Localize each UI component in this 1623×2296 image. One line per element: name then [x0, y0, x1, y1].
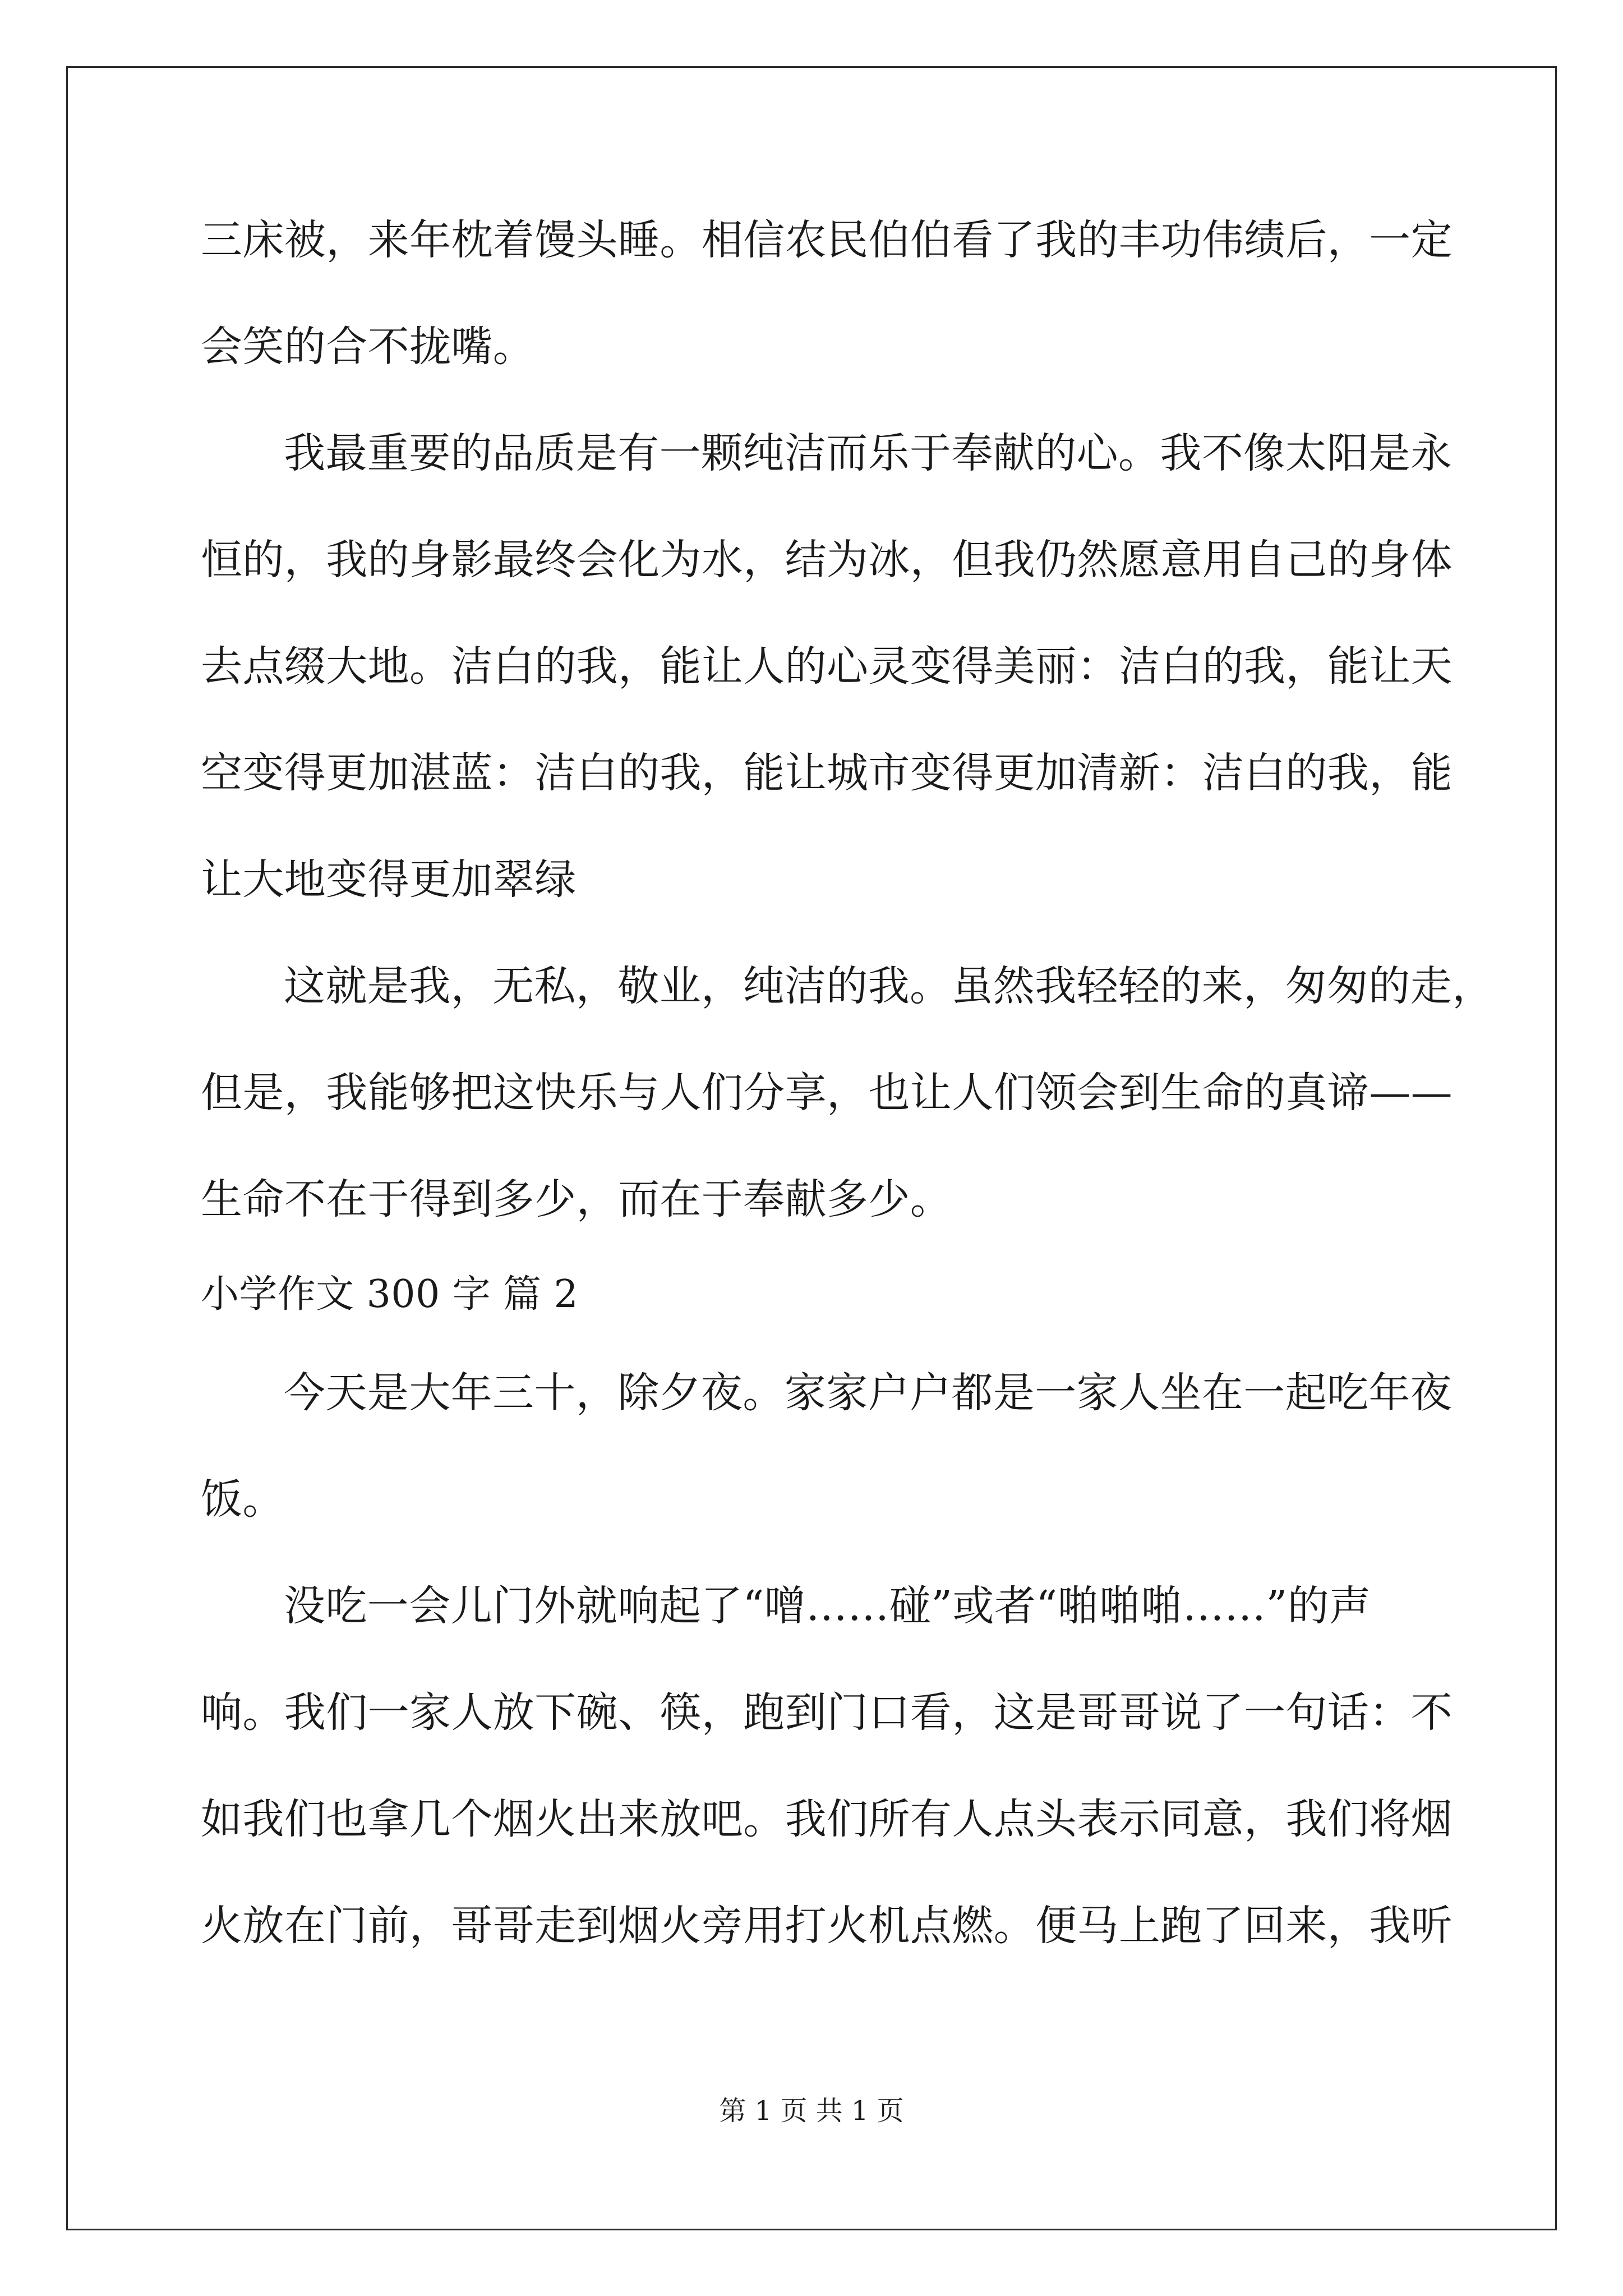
paragraph-5-line-4: 火放在门前，哥哥走到烟火旁用打火机点燃。便马上跑了回来，我听 [201, 1902, 1453, 1950]
paragraph-2-line-1: 我最重要的品质是有一颗纯洁而乐于奉献的心。我不像太阳是永 [284, 429, 1453, 477]
paragraph-2-line-4: 空变得更加湛蓝：洁白的我，能让城市变得更加清新：洁白的我，能 [201, 749, 1453, 797]
paragraph-4-line-2: 饭。 [201, 1475, 284, 1524]
paragraph-2-line-3: 去点缀大地。洁白的我，能让人的心灵变得美丽：洁白的我，能让天 [201, 642, 1453, 691]
paragraph-5-line-1: 没吃一会儿门外就响起了“噌……碰”或者“啪啪啪……”的声 [284, 1582, 1371, 1630]
paragraph-5-line-2: 响。我们一家人放下碗、筷，跑到门口看，这是哥哥说了一句话：不 [201, 1688, 1453, 1737]
paragraph-4-line-1: 今天是大年三十，除夕夜。家家户户都是一家人坐在一起吃年夜 [284, 1369, 1453, 1417]
paragraph-3-line-2: 但是，我能够把这快乐与人们分享，也让人们领会到生命的真谛—— [201, 1069, 1453, 1117]
paragraph-5-line-3: 如我们也拿几个烟火出来放吧。我们所有人点头表示同意，我们将烟 [201, 1795, 1453, 1843]
paragraph-3-line-3: 生命不在于得到多少，而在于奉献多少。 [201, 1175, 952, 1223]
paragraph-2-line-2: 恒的，我的身影最终会化为水，结为冰，但我仍然愿意用自己的身体 [201, 536, 1453, 584]
paragraph-1-line-2: 会笑的合不拢嘴。 [201, 323, 535, 371]
paragraph-2-line-5: 让大地变得更加翠绿 [201, 855, 577, 904]
section-heading: 小学作文 300 字 篇 2 [201, 1272, 579, 1317]
paragraph-1-line-1: 三床被，来年枕着馒头睡。相信农民伯伯看了我的丰功伟绩后，一定 [201, 216, 1453, 264]
paragraph-3-line-1: 这就是我，无私，敬业，纯洁的我。虽然我轻轻的来，匆匆的走， [284, 962, 1494, 1010]
page-footer: 第 1 页 共 1 页 [719, 2095, 904, 2127]
